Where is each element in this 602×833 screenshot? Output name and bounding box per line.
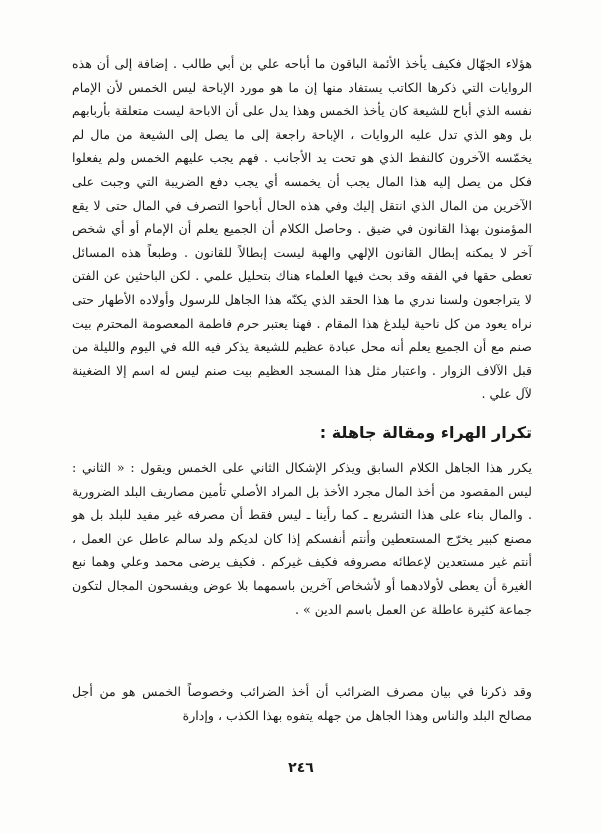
page-number: ٢٤٦ <box>288 760 314 776</box>
body-paragraph-3: وقد ذكرنا في بيان مصرف الضرائب أن أخذ الضرائب وخصوصاً الخمس هو من أجل مصالح البلد والناس وهذا الجاهل من جهله يتفوه بهذا الكذب ، وإدارة <box>72 684 532 723</box>
body-paragraph-2: يكرر هذا الجاهل الكلام السابق ويذكر الإشكال الثاني على الخمس ويقول : « الثاني : ليس المقصود من أخذ المال مجرد الأخذ بل المراد الأصلي تأمين مصاريف البلد الضرورية . والمال بناء على هذا التشريع ـ كما رأينا ـ ليس فقط أن مصرفه غير مفيد للبلد بل هو مصنع كبير يخرّج المستعطين وأنتم أنفسكم إذا كان لديكم ولد سالم عاطل عن العمل ، أنتم غير مستعدين لإعطائه مصروفه فكيف غيركم . فكيف يرضى محمد وعلي وهما نبع الغيرة أن يعطى لأولادهما أو لأشخاص آخرين باسمهما بلا عوض ويفسحون المجال لتكون جماعة كثيرة عاطلة عن العمل باسم الدين » . <box>72 460 533 617</box>
body-paragraph-1: هؤلاء الجهّال فكيف يأخذ الأئمة الباقون ما أباحه علي بن أبي طالب . إضافة إلى أن هذه الروايات التي ذكرها الكاتب يستفاد منها إن ما هو مورد الإباحة ليس الخمس لأن الإمام نفسه الذي أباح للشيعة كان يأخذ الخمس وهذا يدل على أن الاباحة ليست متعلقة بأربابهم بل وهو الذي تدل عليه الروايات ، الإباحة راجعة إلى ما يصل إلى الشيعة من مال لم يخمّسه الآخرون كالنفط الذي هو تحت يد الأجانب . فهم يجب عليهم الخمس ولم يفعلوا فكل من يصل إليه هذا المال يجب أن يخمسه أي يجب دفع الضريبة التي وجبت على الآخرين من المال الذي انتقل إليك وفي هذه الحال أباحوا التصرف في المال حتى لا يقع المؤمنون بهذا القانون في ضيق . وحاصل الكلام أن الجميع يعلم أن الإمام أو أي شخص آخر لا يمكنه إبطال القانون الإلهي والهبة ليست إبطالاً للقانون . وطبعاً هذه المسائل تعطى حقها في الفقه وقد بحث فيها العلماء هناك بتحليل علمي . لكن الباحثين عن الفتن لا يتراجعون ولسنا ندري ما هذا الحقد الذي يكنّه هذا الجاهل للرسول وأولاده الأطهار حتى نراه يعود من كل ناحية ليلدغ هذا المقام . فهنا يعتبر حرم فاطمة المعصومة المحترم بيت صنم مع أن الجميع يعلم أنه محل عبادة عظيم للشيعة يذكر فيه الله في اليوم والليلة من قبل الآلاف الزوار . واعتبار مثل هذا المسجد العظيم بيت صنم ليس له اسم إلا الضغينة لآل علي . <box>72 56 532 402</box>
section-heading: تكرار الهراء ومقالة جاهلة : <box>319 423 532 442</box>
